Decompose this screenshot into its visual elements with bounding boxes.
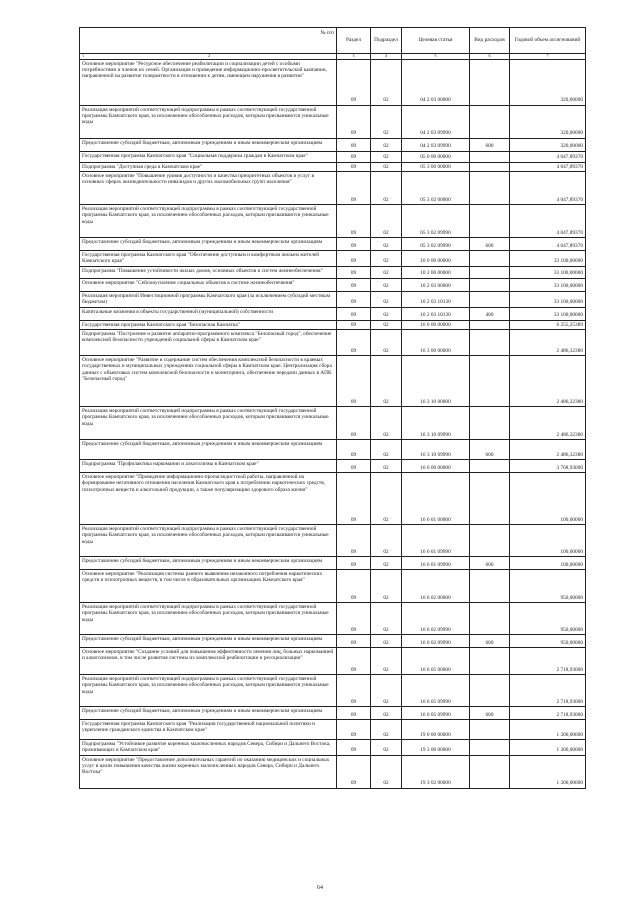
row-amount: 33 100,00000 bbox=[510, 266, 586, 278]
row-name: Реализация мероприятий Инвестиционной программы Камчатского края (за исключением субсидий местным бюджетам) bbox=[80, 291, 337, 307]
row-podrazdel: 02 bbox=[371, 406, 402, 439]
row-target-item: 10 2 03 10130 bbox=[402, 307, 470, 320]
row-razdel: 09 bbox=[337, 151, 371, 162]
row-target-item: 05 3 02 09990 bbox=[402, 205, 470, 238]
table-body bbox=[80, 59, 586, 788]
table-row bbox=[80, 162, 586, 171]
table-row bbox=[80, 472, 586, 524]
row-expense-type bbox=[470, 320, 510, 329]
column-number-7: 7 bbox=[510, 54, 586, 60]
row-target-item: 10 2 03 00000 bbox=[402, 278, 470, 291]
row-razdel: 09 bbox=[337, 569, 371, 602]
row-amount: 2 718,93000 bbox=[510, 647, 586, 674]
row-razdel: 09 bbox=[337, 59, 371, 105]
table-header-row bbox=[80, 28, 586, 54]
row-razdel: 09 bbox=[337, 355, 371, 406]
row-amount: 1 300,00000 bbox=[510, 755, 586, 788]
row-target-item: 16 6 02 09990 bbox=[402, 634, 470, 647]
row-razdel: 09 bbox=[337, 706, 371, 719]
row-name: Основное мероприятие "Предоставление дополнительных гарантий по оказанию медицинских и социальных услуг в целях повышения качества жизни коренных малочисленных народов Севера, Сибири и Дальнего Востока" bbox=[80, 755, 337, 788]
row-razdel: 09 bbox=[337, 266, 371, 278]
row-name: Основное мероприятие "Реализация системы раннего выявления незаконного потребления наркотических средств и психотропных веществ, в том числе в образовательных организациях Камчатского края" bbox=[80, 569, 337, 602]
row-expense-type bbox=[470, 172, 510, 205]
row-podrazdel: 02 bbox=[371, 524, 402, 556]
column-number-4: 4 bbox=[371, 54, 402, 60]
row-podrazdel: 02 bbox=[371, 439, 402, 459]
row-name: Реализация мероприятий соответствующей подпрограммы в рамках соответствующей государственной программы Камчатского края, за исключением обособленных расходов, которым присваиваются уникальные коды bbox=[80, 205, 337, 238]
row-razdel: 09 bbox=[337, 307, 371, 320]
row-amount: 6 255,25389 bbox=[510, 320, 586, 329]
row-expense-type bbox=[470, 59, 510, 105]
row-target-item: 05 3 02 09990 bbox=[402, 238, 470, 251]
row-amount: 4 047,89370 bbox=[510, 162, 586, 171]
row-target-item: 16 6 01 09990 bbox=[402, 556, 470, 569]
row-podrazdel: 02 bbox=[371, 706, 402, 719]
row-target-item: 16 6 05 09990 bbox=[402, 706, 470, 719]
column-number-1: 1 bbox=[82, 53, 84, 58]
row-target-item: 05 0 00 00000 bbox=[402, 151, 470, 162]
row-amount: 320,00000 bbox=[510, 59, 586, 105]
row-name: Подпрограмма "Построение и развитие аппаратно-программного комплекса "Безопасный город", обеспечение комплексной безопасности учреждений социальной сферы в Камчатском крае" bbox=[80, 329, 337, 355]
row-podrazdel: 02 bbox=[371, 719, 402, 739]
table-row bbox=[80, 706, 586, 719]
row-expense-type bbox=[470, 739, 510, 755]
row-name: Реализация мероприятий соответствующей подпрограммы в рамках соответствующей государственной программы Камчатского края, за исключением обособленных расходов, которым присваиваются уникальные коды bbox=[80, 105, 337, 138]
row-expense-type bbox=[470, 674, 510, 706]
row-podrazdel: 02 bbox=[371, 251, 402, 267]
table-row bbox=[80, 739, 586, 755]
row-expense-type bbox=[470, 251, 510, 267]
row-amount: 320,00000 bbox=[510, 138, 586, 151]
row-expense-type bbox=[470, 162, 510, 171]
row-name: Предоставление субсидий бюджетным, автономным учреждениям и иным некоммерческим организациям bbox=[80, 556, 337, 569]
row-target-item: 16 3 00 00000 bbox=[402, 329, 470, 355]
row-target-item: 05 3 02 00000 bbox=[402, 172, 470, 205]
row-amount: 320,00000 bbox=[510, 105, 586, 138]
row-amount: 33 100,00000 bbox=[510, 251, 586, 267]
row-razdel: 09 bbox=[337, 739, 371, 755]
row-podrazdel: 02 bbox=[371, 151, 402, 162]
row-amount: 3 768,93000 bbox=[510, 459, 586, 472]
row-podrazdel: 02 bbox=[371, 634, 402, 647]
header-razdel: Раздел bbox=[337, 28, 371, 54]
row-razdel: 09 bbox=[337, 674, 371, 706]
row-expense-type bbox=[470, 355, 510, 406]
row-target-item: 16 3 10 09990 bbox=[402, 439, 470, 459]
row-name: Подпрограмма "Доступная среда в Камчатском крае" bbox=[80, 162, 337, 171]
row-podrazdel: 02 bbox=[371, 138, 402, 151]
row-target-item: 16 6 05 09990 bbox=[402, 674, 470, 706]
table-row bbox=[80, 719, 586, 739]
table-row bbox=[80, 569, 586, 602]
row-podrazdel: 02 bbox=[371, 59, 402, 105]
row-name: Государственная программа Камчатского края "Безопасная Камчатка" bbox=[80, 320, 337, 329]
row-target-item: 10 2 03 10130 bbox=[402, 291, 470, 307]
column-number-6: 6 bbox=[470, 54, 510, 60]
row-expense-type bbox=[470, 151, 510, 162]
table-row bbox=[80, 602, 586, 634]
row-name: Государственная программа Камчатского края "Социальная поддержка граждан в Камчатском крае" bbox=[80, 151, 337, 162]
row-name: Основное мероприятие "Проведение информационно-пропагандистской работы, направленной на формирование негативного отношения населения Камчатского края к потреблению наркотических средств, психотропных веществ и алкогольной продукции, а также популяризацию здорового образа жизни" bbox=[80, 472, 337, 524]
row-razdel: 09 bbox=[337, 459, 371, 472]
row-razdel: 09 bbox=[337, 406, 371, 439]
row-amount: 2 486,32380 bbox=[510, 329, 586, 355]
row-target-item: 10 2 00 00000 bbox=[402, 266, 470, 278]
page-number: 64 bbox=[317, 885, 323, 891]
row-name: Основное мероприятие "Ресурсное обеспечение реабилитации и социализации детей с особыми потребностями и членов их семей. Организация и проведение информационно-просветительской кампании, направленной на развитие толерантности в отношении к детям, имеющим нарушения в развитии" bbox=[80, 59, 337, 105]
row-razdel: 09 bbox=[337, 291, 371, 307]
row-expense-type bbox=[470, 719, 510, 739]
row-target-item: 04 2 03 09990 bbox=[402, 105, 470, 138]
row-podrazdel: 02 bbox=[371, 472, 402, 524]
table-row bbox=[80, 59, 586, 105]
row-amount: 2 718,93000 bbox=[510, 674, 586, 706]
row-razdel: 09 bbox=[337, 755, 371, 788]
row-expense-type: 600 bbox=[470, 556, 510, 569]
row-razdel: 09 bbox=[337, 205, 371, 238]
row-podrazdel: 02 bbox=[371, 307, 402, 320]
row-amount: 2 486,32380 bbox=[510, 406, 586, 439]
row-razdel: 09 bbox=[337, 329, 371, 355]
row-target-item: 16 6 05 00000 bbox=[402, 647, 470, 674]
row-podrazdel: 02 bbox=[371, 278, 402, 291]
row-target-item: 10 0 00 00000 bbox=[402, 251, 470, 267]
row-target-item: 16 6 00 00000 bbox=[402, 459, 470, 472]
row-podrazdel: 02 bbox=[371, 291, 402, 307]
row-target-item: 16 0 00 00000 bbox=[402, 320, 470, 329]
row-target-item: 04 2 03 09990 bbox=[402, 138, 470, 151]
row-name: Предоставление субсидий бюджетным, автономным учреждениям и иным некоммерческим организациям bbox=[80, 138, 337, 151]
row-razdel: 09 bbox=[337, 524, 371, 556]
row-amount: 33 100,00000 bbox=[510, 307, 586, 320]
row-name: Подпрограмма "Устойчивое развитие коренных малочисленных народов Севера, Сибири и Дальнего Востока, проживающих в Камчатском крае" bbox=[80, 739, 337, 755]
row-name: Основное мероприятие "Создание условий для повышения эффективности лечения лиц, больных наркоманией и алкоголизмом, в том числе развития системы их комплексной реабилитации и ресоциализации" bbox=[80, 647, 337, 674]
table-row bbox=[80, 105, 586, 138]
table-row bbox=[80, 251, 586, 267]
row-amount: 2 718,93000 bbox=[510, 706, 586, 719]
row-amount: 33 100,00000 bbox=[510, 291, 586, 307]
row-expense-type bbox=[470, 755, 510, 788]
row-expense-type bbox=[470, 406, 510, 439]
row-target-item: 16 6 02 09990 bbox=[402, 602, 470, 634]
row-razdel: 09 bbox=[337, 162, 371, 171]
row-amount: 2 486,32380 bbox=[510, 439, 586, 459]
row-razdel: 09 bbox=[337, 602, 371, 634]
row-amount: 4 047,89370 bbox=[510, 205, 586, 238]
row-name: Основное мероприятие "Повышение уровня доступности и качества приоритетных объектов и услуг в основных сферах жизнедеятельности инвалидов и других маломобильных групп населения" bbox=[80, 172, 337, 205]
row-amount: 100,00000 bbox=[510, 556, 586, 569]
row-podrazdel: 02 bbox=[371, 320, 402, 329]
row-expense-type: 400 bbox=[470, 307, 510, 320]
row-razdel: 09 bbox=[337, 278, 371, 291]
row-name: Государственная программа Камчатского края "Обеспечение доступным и комфортным жильем жителей Камчатского края" bbox=[80, 251, 337, 267]
row-razdel: 09 bbox=[337, 556, 371, 569]
table-row bbox=[80, 238, 586, 251]
table-row bbox=[80, 329, 586, 355]
row-expense-type bbox=[470, 278, 510, 291]
row-expense-type bbox=[470, 266, 510, 278]
column-number-5: 5 bbox=[402, 54, 470, 60]
row-razdel: 09 bbox=[337, 251, 371, 267]
row-podrazdel: 02 bbox=[371, 205, 402, 238]
row-podrazdel: 02 bbox=[371, 647, 402, 674]
row-podrazdel: 02 bbox=[371, 162, 402, 171]
row-target-item: 16 3 10 09990 bbox=[402, 406, 470, 439]
table-row bbox=[80, 406, 586, 439]
row-expense-type bbox=[470, 569, 510, 602]
row-expense-type: 600 bbox=[470, 634, 510, 647]
row-amount: 2 486,32380 bbox=[510, 355, 586, 406]
row-amount: 33 100,00000 bbox=[510, 278, 586, 291]
row-target-item: 19 3 00 00000 bbox=[402, 739, 470, 755]
row-name: Подпрограмма "Повышение устойчивости жилых домов, основных объектов и систем жизнеобеспечения" bbox=[80, 266, 337, 278]
row-name: Капитальные вложения в объекты государственной (муниципальной) собственности bbox=[80, 307, 337, 320]
row-podrazdel: 02 bbox=[371, 556, 402, 569]
table-row bbox=[80, 755, 586, 788]
row-amount: 950,00000 bbox=[510, 634, 586, 647]
row-podrazdel: 02 bbox=[371, 569, 402, 602]
row-expense-type bbox=[470, 472, 510, 524]
row-expense-type bbox=[470, 459, 510, 472]
row-target-item: 16 6 01 00000 bbox=[402, 472, 470, 524]
table-row bbox=[80, 266, 586, 278]
row-podrazdel: 02 bbox=[371, 105, 402, 138]
table-row bbox=[80, 172, 586, 205]
row-razdel: 09 bbox=[337, 238, 371, 251]
table-row bbox=[80, 205, 586, 238]
row-target-item: 05 3 00 00000 bbox=[402, 162, 470, 171]
row-name: Реализация мероприятий соответствующей подпрограммы в рамках соответствующей государственной программы Камчатского края, за исключением обособленных расходов, которым присваиваются уникальные коды bbox=[80, 524, 337, 556]
row-target-item: 16 6 01 09990 bbox=[402, 524, 470, 556]
table-row bbox=[80, 634, 586, 647]
row-expense-type bbox=[470, 602, 510, 634]
table-row bbox=[80, 307, 586, 320]
row-target-item: 16 3 10 00000 bbox=[402, 355, 470, 406]
header-annual-amount: Годовой объем ассигнований bbox=[510, 28, 586, 54]
table-row bbox=[80, 278, 586, 291]
row-target-item: 04 2 03 00000 bbox=[402, 59, 470, 105]
row-name: Предоставление субсидий бюджетным, автономным учреждениям и иным некоммерческим организациям bbox=[80, 706, 337, 719]
table-row bbox=[80, 355, 586, 406]
row-podrazdel: 02 bbox=[371, 755, 402, 788]
row-amount: 1 300,00000 bbox=[510, 739, 586, 755]
row-name: Предоставление субсидий бюджетным, автономным учреждениям и иным некоммерческим организациям bbox=[80, 238, 337, 251]
row-name: Реализация мероприятий соответствующей подпрограммы в рамках соответствующей государственной программы Камчатского края, за исключением обособленных расходов, которым присваиваются уникальные коды bbox=[80, 602, 337, 634]
row-podrazdel: 02 bbox=[371, 329, 402, 355]
header-target-item: Целевая статья bbox=[402, 28, 470, 54]
table-row bbox=[80, 524, 586, 556]
row-expense-type bbox=[470, 329, 510, 355]
row-amount: 4 047,89370 bbox=[510, 172, 586, 205]
column-number-2: 2 bbox=[208, 53, 210, 58]
row-razdel: 09 bbox=[337, 647, 371, 674]
row-name: Предоставление субсидий бюджетным, автономным учреждениям и иным некоммерческим организациям bbox=[80, 634, 337, 647]
row-name: Основное мероприятие "Сейсмоусиление социальных объектов в системе жизнеобеспечения" bbox=[80, 278, 337, 291]
row-razdel: 09 bbox=[337, 719, 371, 739]
header-name bbox=[80, 28, 337, 54]
row-razdel: 09 bbox=[337, 320, 371, 329]
row-amount: 4 047,89370 bbox=[510, 151, 586, 162]
header-expense-type: Вид расходов bbox=[470, 28, 510, 54]
table-row bbox=[80, 647, 586, 674]
table-row bbox=[80, 151, 586, 162]
row-razdel: 09 bbox=[337, 105, 371, 138]
row-name: Подпрограмма "Профилактика наркомании и алкоголизма в Камчатском крае" bbox=[80, 459, 337, 472]
row-expense-type: 600 bbox=[470, 706, 510, 719]
row-expense-type bbox=[470, 205, 510, 238]
row-expense-type: 600 bbox=[470, 138, 510, 151]
row-amount: 100,00000 bbox=[510, 524, 586, 556]
row-amount: 950,00000 bbox=[510, 569, 586, 602]
row-expense-type: 600 bbox=[470, 439, 510, 459]
row-name: Основное мероприятие "Развитие и содержание систем обеспечения комплексной безопасности в краевых государственных и муниципальных учреждениях социальной сферы в Камчатском крае. Централизация сбора данных с объектовых систем комплексной безопасности и мониторинга, обеспечение передачи данных в АПК "Безопасный город" bbox=[80, 355, 337, 406]
header-number: № п/п bbox=[320, 30, 334, 36]
row-podrazdel: 02 bbox=[371, 739, 402, 755]
budget-table bbox=[79, 27, 586, 789]
row-amount: 950,00000 bbox=[510, 602, 586, 634]
row-amount: 1 300,00000 bbox=[510, 719, 586, 739]
table-row bbox=[80, 320, 586, 329]
row-name: Предоставление субсидий бюджетным, автономным учреждениям и иным некоммерческим организациям bbox=[80, 439, 337, 459]
row-target-item: 19 0 00 00000 bbox=[402, 719, 470, 739]
row-name: Государственная программа Камчатского края "Реализация государственной национальной политики и укрепление гражданского единства в Камчатском крае" bbox=[80, 719, 337, 739]
row-podrazdel: 02 bbox=[371, 266, 402, 278]
table-row bbox=[80, 138, 586, 151]
row-target-item: 19 3 02 00000 bbox=[402, 755, 470, 788]
row-amount: 100,00000 bbox=[510, 472, 586, 524]
row-razdel: 09 bbox=[337, 439, 371, 459]
row-target-item: 16 6 02 00000 bbox=[402, 569, 470, 602]
table-row bbox=[80, 556, 586, 569]
row-podrazdel: 02 bbox=[371, 459, 402, 472]
table-row bbox=[80, 674, 586, 706]
row-amount: 4 047,89370 bbox=[510, 238, 586, 251]
column-number-3: 3 bbox=[337, 54, 371, 60]
row-podrazdel: 02 bbox=[371, 238, 402, 251]
row-podrazdel: 02 bbox=[371, 172, 402, 205]
row-name: Реализация мероприятий соответствующей подпрограммы в рамках соответствующей государственной программы Камчатского края, за исключением обособленных расходов, которым присваиваются уникальные коды bbox=[80, 674, 337, 706]
row-expense-type bbox=[470, 291, 510, 307]
row-podrazdel: 02 bbox=[371, 602, 402, 634]
table-row bbox=[80, 459, 586, 472]
row-expense-type bbox=[470, 647, 510, 674]
table-row bbox=[80, 291, 586, 307]
row-podrazdel: 02 bbox=[371, 355, 402, 406]
row-expense-type bbox=[470, 524, 510, 556]
row-razdel: 09 bbox=[337, 634, 371, 647]
row-razdel: 09 bbox=[337, 472, 371, 524]
row-expense-type bbox=[470, 105, 510, 138]
row-name: Реализация мероприятий соответствующей подпрограммы в рамках соответствующей государственной программы Камчатского края, за исключением обособленных расходов, которым присваиваются уникальные коды bbox=[80, 406, 337, 439]
row-razdel: 09 bbox=[337, 138, 371, 151]
table-row bbox=[80, 439, 586, 459]
row-expense-type: 600 bbox=[470, 238, 510, 251]
row-podrazdel: 02 bbox=[371, 674, 402, 706]
row-razdel: 09 bbox=[337, 172, 371, 205]
header-podrazdel: Подраздел bbox=[371, 28, 402, 54]
